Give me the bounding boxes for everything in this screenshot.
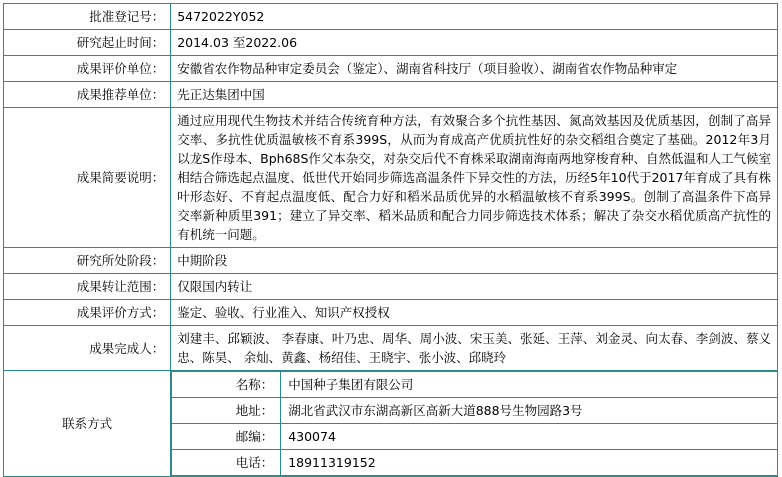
row-label-research-period: 研究起止时间： (4, 30, 171, 56)
table-row (4, 108, 778, 248)
contact-label-name: 名称： (172, 372, 281, 398)
contact-details-cell (171, 371, 778, 477)
contact-value-name: 中国种子集团有限公司 (281, 372, 778, 398)
table-row (4, 56, 778, 82)
row-value-recommend-unit: 先正达集团中国 (171, 82, 778, 108)
table-row (4, 274, 778, 300)
row-label-evaluation-unit: 成果评价单位： (4, 56, 171, 82)
table-row (4, 248, 778, 274)
document-sheet (0, 3, 782, 470)
contact-label-postcode: 邮编： (172, 424, 281, 450)
row-value-stage: 中期阶段 (171, 248, 778, 274)
contact-label-address: 地址： (172, 398, 281, 424)
row-value-contributors: 刘建丰、邱颖波、 李春康、叶乃忠、周华、周小波、宋玉美、张延、王萍、刘金灵、向太春、李剑波、蔡义忠、陈昊、 余灿、黄鑫、杨绍佳、王晓宇、张小波、邱晓玲 (171, 326, 778, 371)
row-label-contact: 联系方式 (4, 371, 171, 477)
row-label-recommend-unit: 成果推荐单位： (4, 82, 171, 108)
achievement-info-table (3, 3, 778, 477)
contact-value-address: 湖北省武汉市东湖高新区高新大道888号生物园路3号 (281, 398, 778, 424)
row-value-evaluation-unit: 安徽省农作物品种审定委员会（鉴定）、湖南省科技厅（项目验收）、湖南省农作物品种审定 (171, 56, 778, 82)
contact-table (171, 371, 778, 476)
table-row (4, 4, 778, 30)
row-value-research-period: 2014.03 至2022.06 (171, 30, 778, 56)
table-row (4, 326, 778, 371)
contact-value-postcode: 430074 (281, 424, 778, 450)
row-label-summary: 成果简要说明： (4, 108, 171, 248)
contact-row (172, 424, 778, 450)
row-label-approval-number: 批准登记号： (4, 4, 171, 30)
row-value-approval-number: 5472022Y052 (171, 4, 778, 30)
contact-row (172, 372, 778, 398)
row-label-contributors: 成果完成人： (4, 326, 171, 371)
row-value-evaluation-method: 鉴定、验收、行业准入、知识产权授权 (171, 300, 778, 326)
contact-value-phone: 18911319152 (281, 450, 778, 476)
row-label-transfer-scope: 成果转让范围： (4, 274, 171, 300)
table-row (4, 30, 778, 56)
row-label-evaluation-method: 成果评价方式： (4, 300, 171, 326)
table-row (4, 82, 778, 108)
contact-row (172, 398, 778, 424)
row-value-transfer-scope: 仅限国内转让 (171, 274, 778, 300)
row-value-summary: 通过应用现代生物技术并结合传统育种方法，有效聚合多个抗性基因、氮高效基因及优质基因，创制了高异交率、多抗性优质温敏核不育系399S，从而为育成高产优质抗性好的杂交稻组合奠定了基础。2012年3月以龙S作母本、Bph68S作父本杂交，对杂交后代不育株采取湖南海南两地穿梭育种、自然低温和人工气候室相结合筛选起点温度、低世代开始同步筛选高温条件下异交性的方法，历经5年10代于2017年育成了具有株叶形态好、不育起点温度低、配合力好和稻米品质优异的水稻温敏核不育系399S。创制了高温条件下高异交率新种质里391；建立了异交率、稻米品质和配合力同步筛选技术体系；解决了杂交水稻优质高产抗性的有机统一问题。 (171, 108, 778, 248)
table-row (4, 300, 778, 326)
contact-row (172, 450, 778, 476)
row-label-stage: 研究所处阶段： (4, 248, 171, 274)
table-row-contact (4, 371, 778, 477)
contact-label-phone: 电话： (172, 450, 281, 476)
